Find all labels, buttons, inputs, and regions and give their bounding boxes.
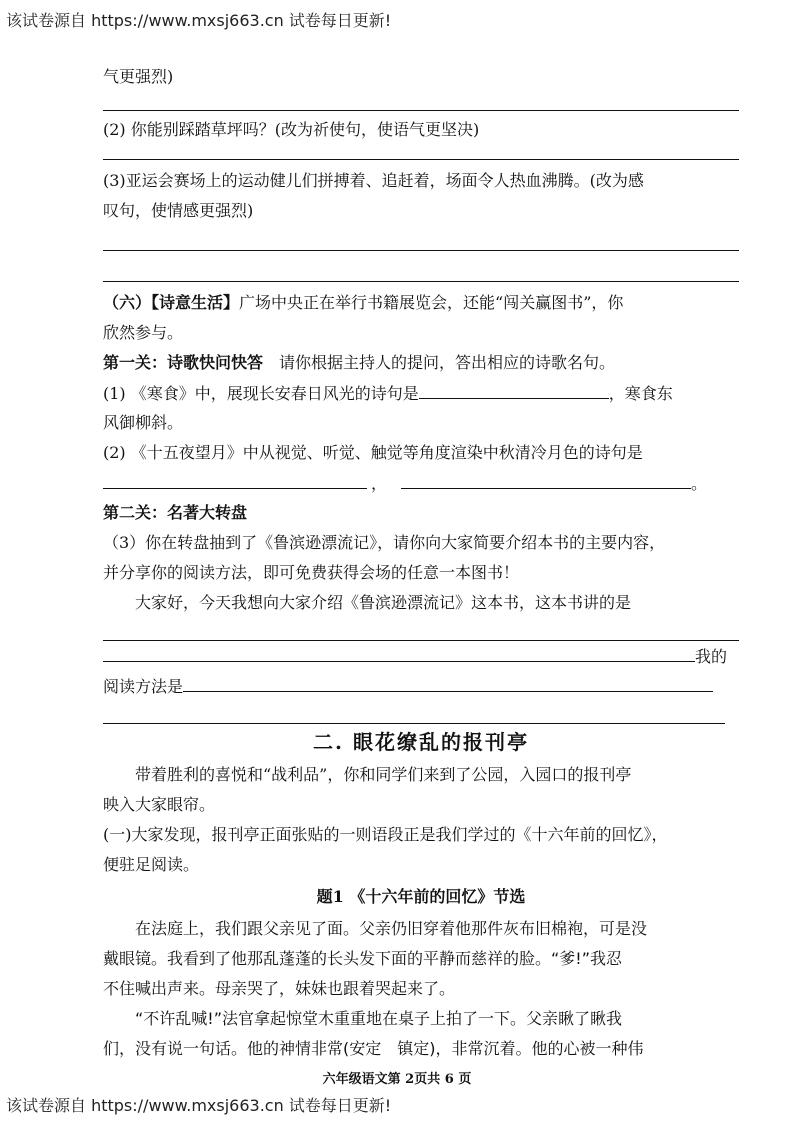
part2-intro-line1: 带着胜利的喜悦和“战利品”，你和同学们来到了公园，入园口的报刊亭 <box>135 765 632 784</box>
q6-p3-line2: 并分享你的阅读方法，即可免费获得会场的任意一本图书！ <box>103 563 520 582</box>
fill-blank-p3a[interactable] <box>103 641 695 662</box>
exam-content <box>103 62 739 1064</box>
q6-p1 <box>103 378 739 408</box>
watermark-top: 该试卷源自 https://www.mxsj663.cn 试卷每日更新! <box>6 11 392 30</box>
q6-label: （六）【诗意生活】 <box>103 293 240 312</box>
q6-p3-line1: （3）你在转盘抽到了《鲁滨逊漂流记》，请你向大家简要介绍本书的主要内容， <box>103 533 666 552</box>
q5-item3-line1: (3)亚运会赛场上的运动健儿们拼搏着、追赶着，场面令人热血沸腾。(改为感 <box>103 171 644 190</box>
watermark-bottom: 该试卷源自 https://www.mxsj663.cn 试卷每日更新! <box>6 1096 392 1115</box>
q6-p2-comma: ， <box>371 474 388 493</box>
q5-item3-line2: 叹句，使情感更强烈) <box>103 201 254 220</box>
answer-line <box>103 251 739 282</box>
part2-q1-line1: (一)大家发现，报刊亭正面张贴的一则语段正是我们学过的《十六年前的回忆》， <box>103 825 668 844</box>
q6-intro-line2: 欣然参与。 <box>103 323 184 342</box>
answer-line <box>103 226 739 251</box>
answer-line <box>103 618 739 641</box>
fill-blank-p2a[interactable] <box>103 468 367 489</box>
passage-line: 们，没有说一句话。他的神情非常(安定 镇定)，非常沉着。他的心被一种伟 <box>103 1039 644 1058</box>
q6-p1-text: (1) 《寒食》中，展现长安春日风光的诗句是 <box>103 384 419 403</box>
answer-line <box>103 145 739 160</box>
fill-blank-p2b[interactable] <box>401 468 691 489</box>
page-number: 六年级语文第 2页共 6 页 <box>322 1072 472 1087</box>
passage-line: “不许乱喊!”法官拿起惊堂木重重地在桌子上拍了一下。父亲瞅了瞅我 <box>135 1009 622 1028</box>
section-title: 二. 眼花缭乱的报刊亭 <box>313 730 529 754</box>
level1-label: 第一关：诗歌快问快答 <box>103 353 264 372</box>
passage-line: 在法庭上，我们跟父亲见了面。父亲仍旧穿着他那件灰布旧棉袍，可是没 <box>135 919 648 938</box>
level1-text: 请你根据主持人的提问，答出相应的诗歌名句。 <box>263 353 616 372</box>
passage-line: 不住喊出声来。母亲哭了，妹妹也跟着哭起来了。 <box>103 979 456 998</box>
q6-p3-method-label: 阅读方法是 <box>103 677 184 696</box>
q6-p3-line3: 大家好，今天我想向大家介绍《鲁滨逊漂流记》这本书，这本书讲的是 <box>135 593 632 612</box>
q6-intro-text: 广场中央正在举行书籍展览会，还能“闯关赢图书”，你 <box>239 293 624 312</box>
answer-line <box>103 701 725 724</box>
q6-p3-my-text: 我的 <box>695 647 728 666</box>
answer-line <box>103 92 739 111</box>
fill-blank-p3b[interactable] <box>183 671 713 692</box>
q6-intro <box>103 288 739 318</box>
q6-p1-line2: 风御柳斜。 <box>103 413 184 432</box>
q5-item1-tail: 气更强烈) <box>103 67 174 86</box>
q6-p3-method <box>103 671 739 701</box>
passage-title: 题1 《十六年前的回忆》节选 <box>316 887 526 906</box>
q6-p2-blanks <box>103 468 739 498</box>
passage-line: 戴眼镜。我看到了他那乱蓬蓬的长头发下面的平静而慈祥的脸。“爹!”我忍 <box>103 949 622 968</box>
fill-blank-p1[interactable] <box>419 378 609 399</box>
q6-p3-my <box>103 641 739 671</box>
q6-p2: (2) 《十五夜望月》中从视觉、听觉、触觉等角度渲染中秋清冷月色的诗句是 <box>103 443 643 462</box>
part2-q1-line2: 便驻足阅读。 <box>103 855 200 874</box>
level2-label: 第二关：名著大转盘 <box>103 503 248 522</box>
part2-intro-line2: 映入大家眼帘。 <box>103 795 216 814</box>
q6-p2-end: 。 <box>691 474 708 493</box>
level1-heading <box>103 348 739 378</box>
q6-p1-text-b: ，寒食东 <box>608 384 673 403</box>
q5-item2: (2) 你能别踩踏草坪吗？(改为祈使句，使语气更坚决) <box>103 120 480 139</box>
